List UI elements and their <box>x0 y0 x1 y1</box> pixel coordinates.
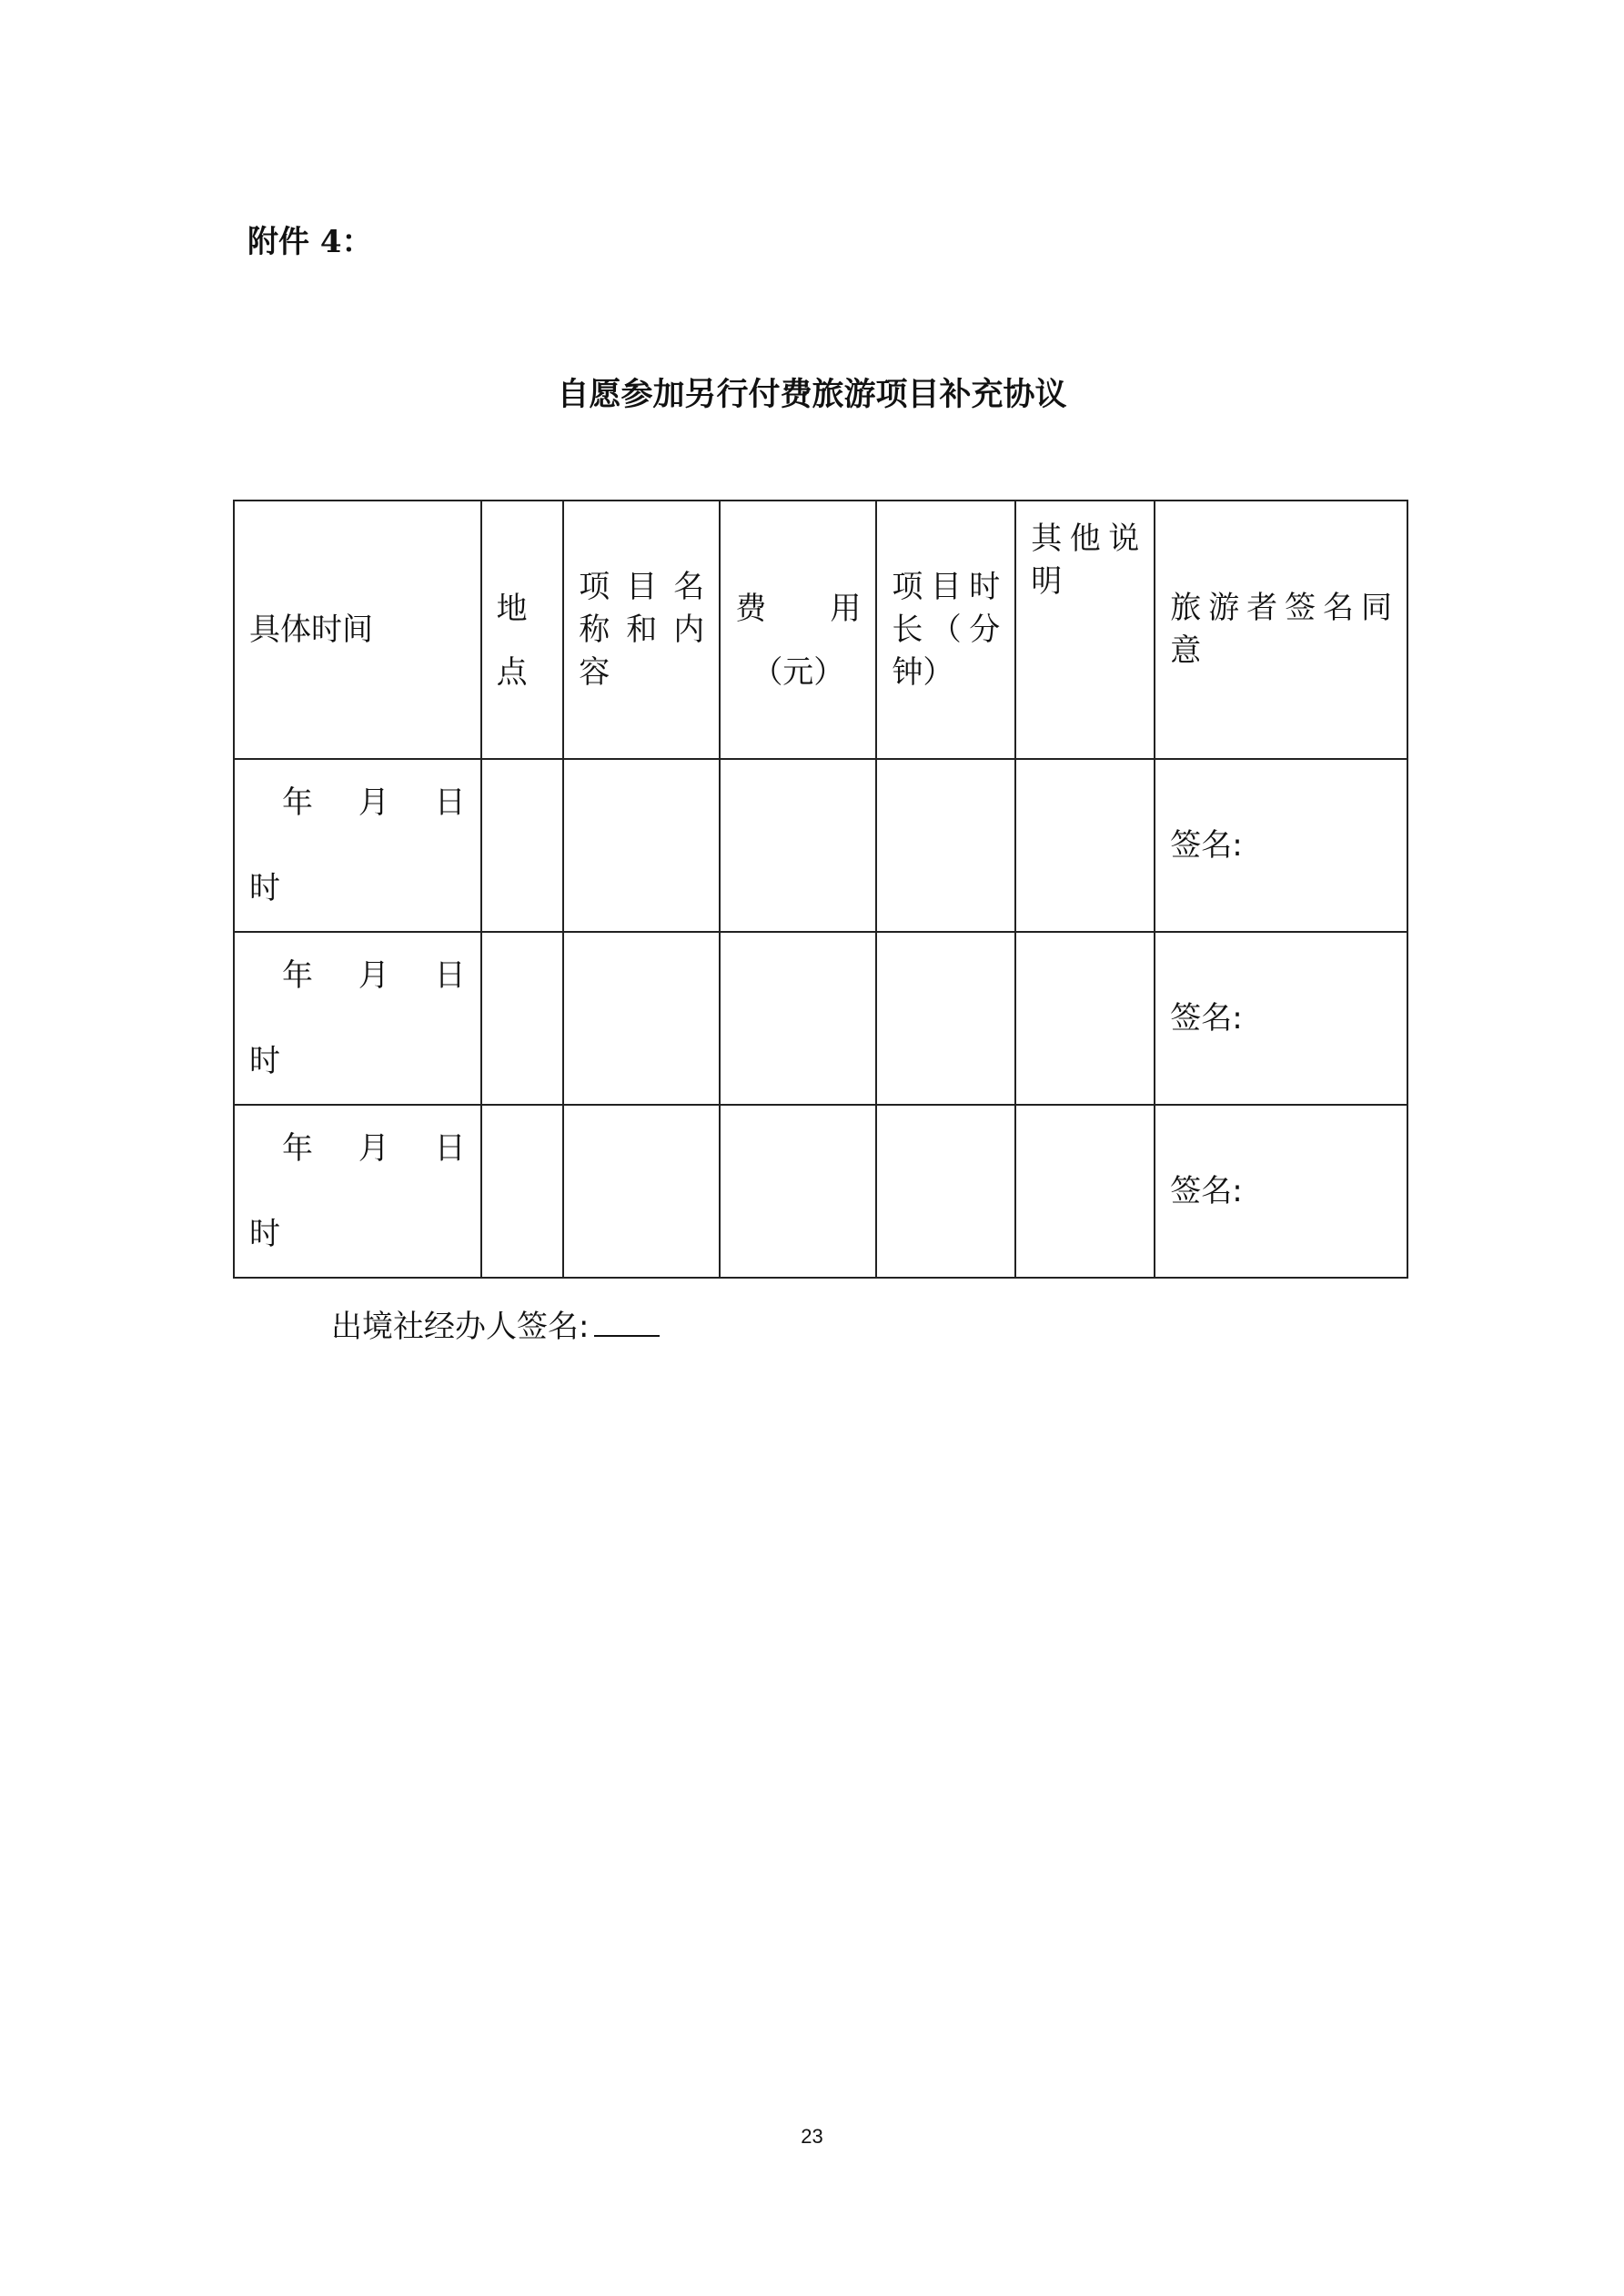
location-cell[interactable] <box>481 759 564 932</box>
agent-signature-label: 出境社经办人签名: <box>331 1309 590 1345</box>
day-label: 日 <box>434 784 466 821</box>
header-duration-line: 钟） <box>892 653 954 691</box>
year-label: 年 <box>282 1130 313 1167</box>
project-name-cell[interactable] <box>563 932 720 1105</box>
other-notes-cell[interactable] <box>1015 932 1155 1105</box>
header-tourist-consent-line: 意 <box>1170 632 1202 669</box>
agent-signature-blank[interactable] <box>594 1308 660 1337</box>
duration-cell[interactable] <box>876 1105 1015 1278</box>
table-row <box>234 759 1407 932</box>
agent-signature-line <box>331 1301 660 1346</box>
signature-label: 签名: <box>1170 999 1243 1037</box>
header-project-name-line: 称和内 <box>579 611 705 648</box>
date-time-cell[interactable] <box>234 932 481 1105</box>
header-fee-line: 费 用 <box>735 590 862 627</box>
header-other-notes-line: 其他说 <box>1031 521 1140 557</box>
fee-cell[interactable] <box>720 759 876 932</box>
day-label: 日 <box>434 1130 466 1167</box>
table-row <box>234 1105 1407 1278</box>
attachment-label: 附件 4： <box>247 224 373 260</box>
header-duration-line: 长（分 <box>892 611 1001 648</box>
header-other-notes-line: 明 <box>1031 563 1063 600</box>
year-label: 年 <box>282 957 313 994</box>
header-location <box>481 501 564 759</box>
header-other-notes <box>1015 501 1155 759</box>
header-location-line: 地 <box>496 590 528 627</box>
month-label: 月 <box>358 1130 389 1167</box>
month-label: 月 <box>358 784 389 821</box>
date-time-cell[interactable] <box>234 759 481 932</box>
header-time <box>234 501 481 759</box>
header-location-line: 点 <box>496 653 528 691</box>
header-project-name <box>563 501 720 759</box>
hour-label: 时 <box>249 1043 280 1079</box>
other-notes-cell[interactable] <box>1015 1105 1155 1278</box>
signature-label: 签名: <box>1170 1172 1243 1209</box>
duration-cell[interactable] <box>876 759 1015 932</box>
table-row <box>234 932 1407 1105</box>
project-name-cell[interactable] <box>563 759 720 932</box>
header-fee <box>720 501 876 759</box>
duration-cell[interactable] <box>876 932 1015 1105</box>
date-time-cell[interactable] <box>234 1105 481 1278</box>
year-label: 年 <box>282 784 313 821</box>
header-fee-line: （元） <box>751 653 845 691</box>
day-label: 日 <box>434 957 466 994</box>
page-number: 23 <box>801 2125 823 2148</box>
signature-cell[interactable] <box>1155 1105 1407 1278</box>
month-label: 月 <box>358 957 389 994</box>
signature-label: 签名: <box>1170 826 1243 864</box>
location-cell[interactable] <box>481 932 564 1105</box>
header-project-name-line: 项目名 <box>579 568 705 605</box>
header-tourist-consent-line: 旅游者签名同 <box>1170 590 1392 626</box>
signature-cell[interactable] <box>1155 759 1407 932</box>
header-duration-line: 项目时 <box>892 568 1001 605</box>
document-title: 自愿参加另行付费旅游项目补充协议 <box>557 377 1067 413</box>
project-name-cell[interactable] <box>563 1105 720 1278</box>
table-header-row <box>234 501 1407 759</box>
header-duration <box>876 501 1015 759</box>
header-project-name-line: 容 <box>579 653 610 691</box>
signature-cell[interactable] <box>1155 932 1407 1105</box>
other-notes-cell[interactable] <box>1015 759 1155 932</box>
location-cell[interactable] <box>481 1105 564 1278</box>
header-time-line: 具体时间 <box>249 611 373 648</box>
hour-label: 时 <box>249 870 280 906</box>
date-line <box>249 933 466 1018</box>
hour-label: 时 <box>249 1216 280 1252</box>
date-line <box>249 1106 466 1191</box>
fee-cell[interactable] <box>720 932 876 1105</box>
agreement-table <box>233 500 1408 1279</box>
header-tourist-consent <box>1155 501 1407 759</box>
fee-cell[interactable] <box>720 1105 876 1278</box>
date-line <box>249 760 466 845</box>
